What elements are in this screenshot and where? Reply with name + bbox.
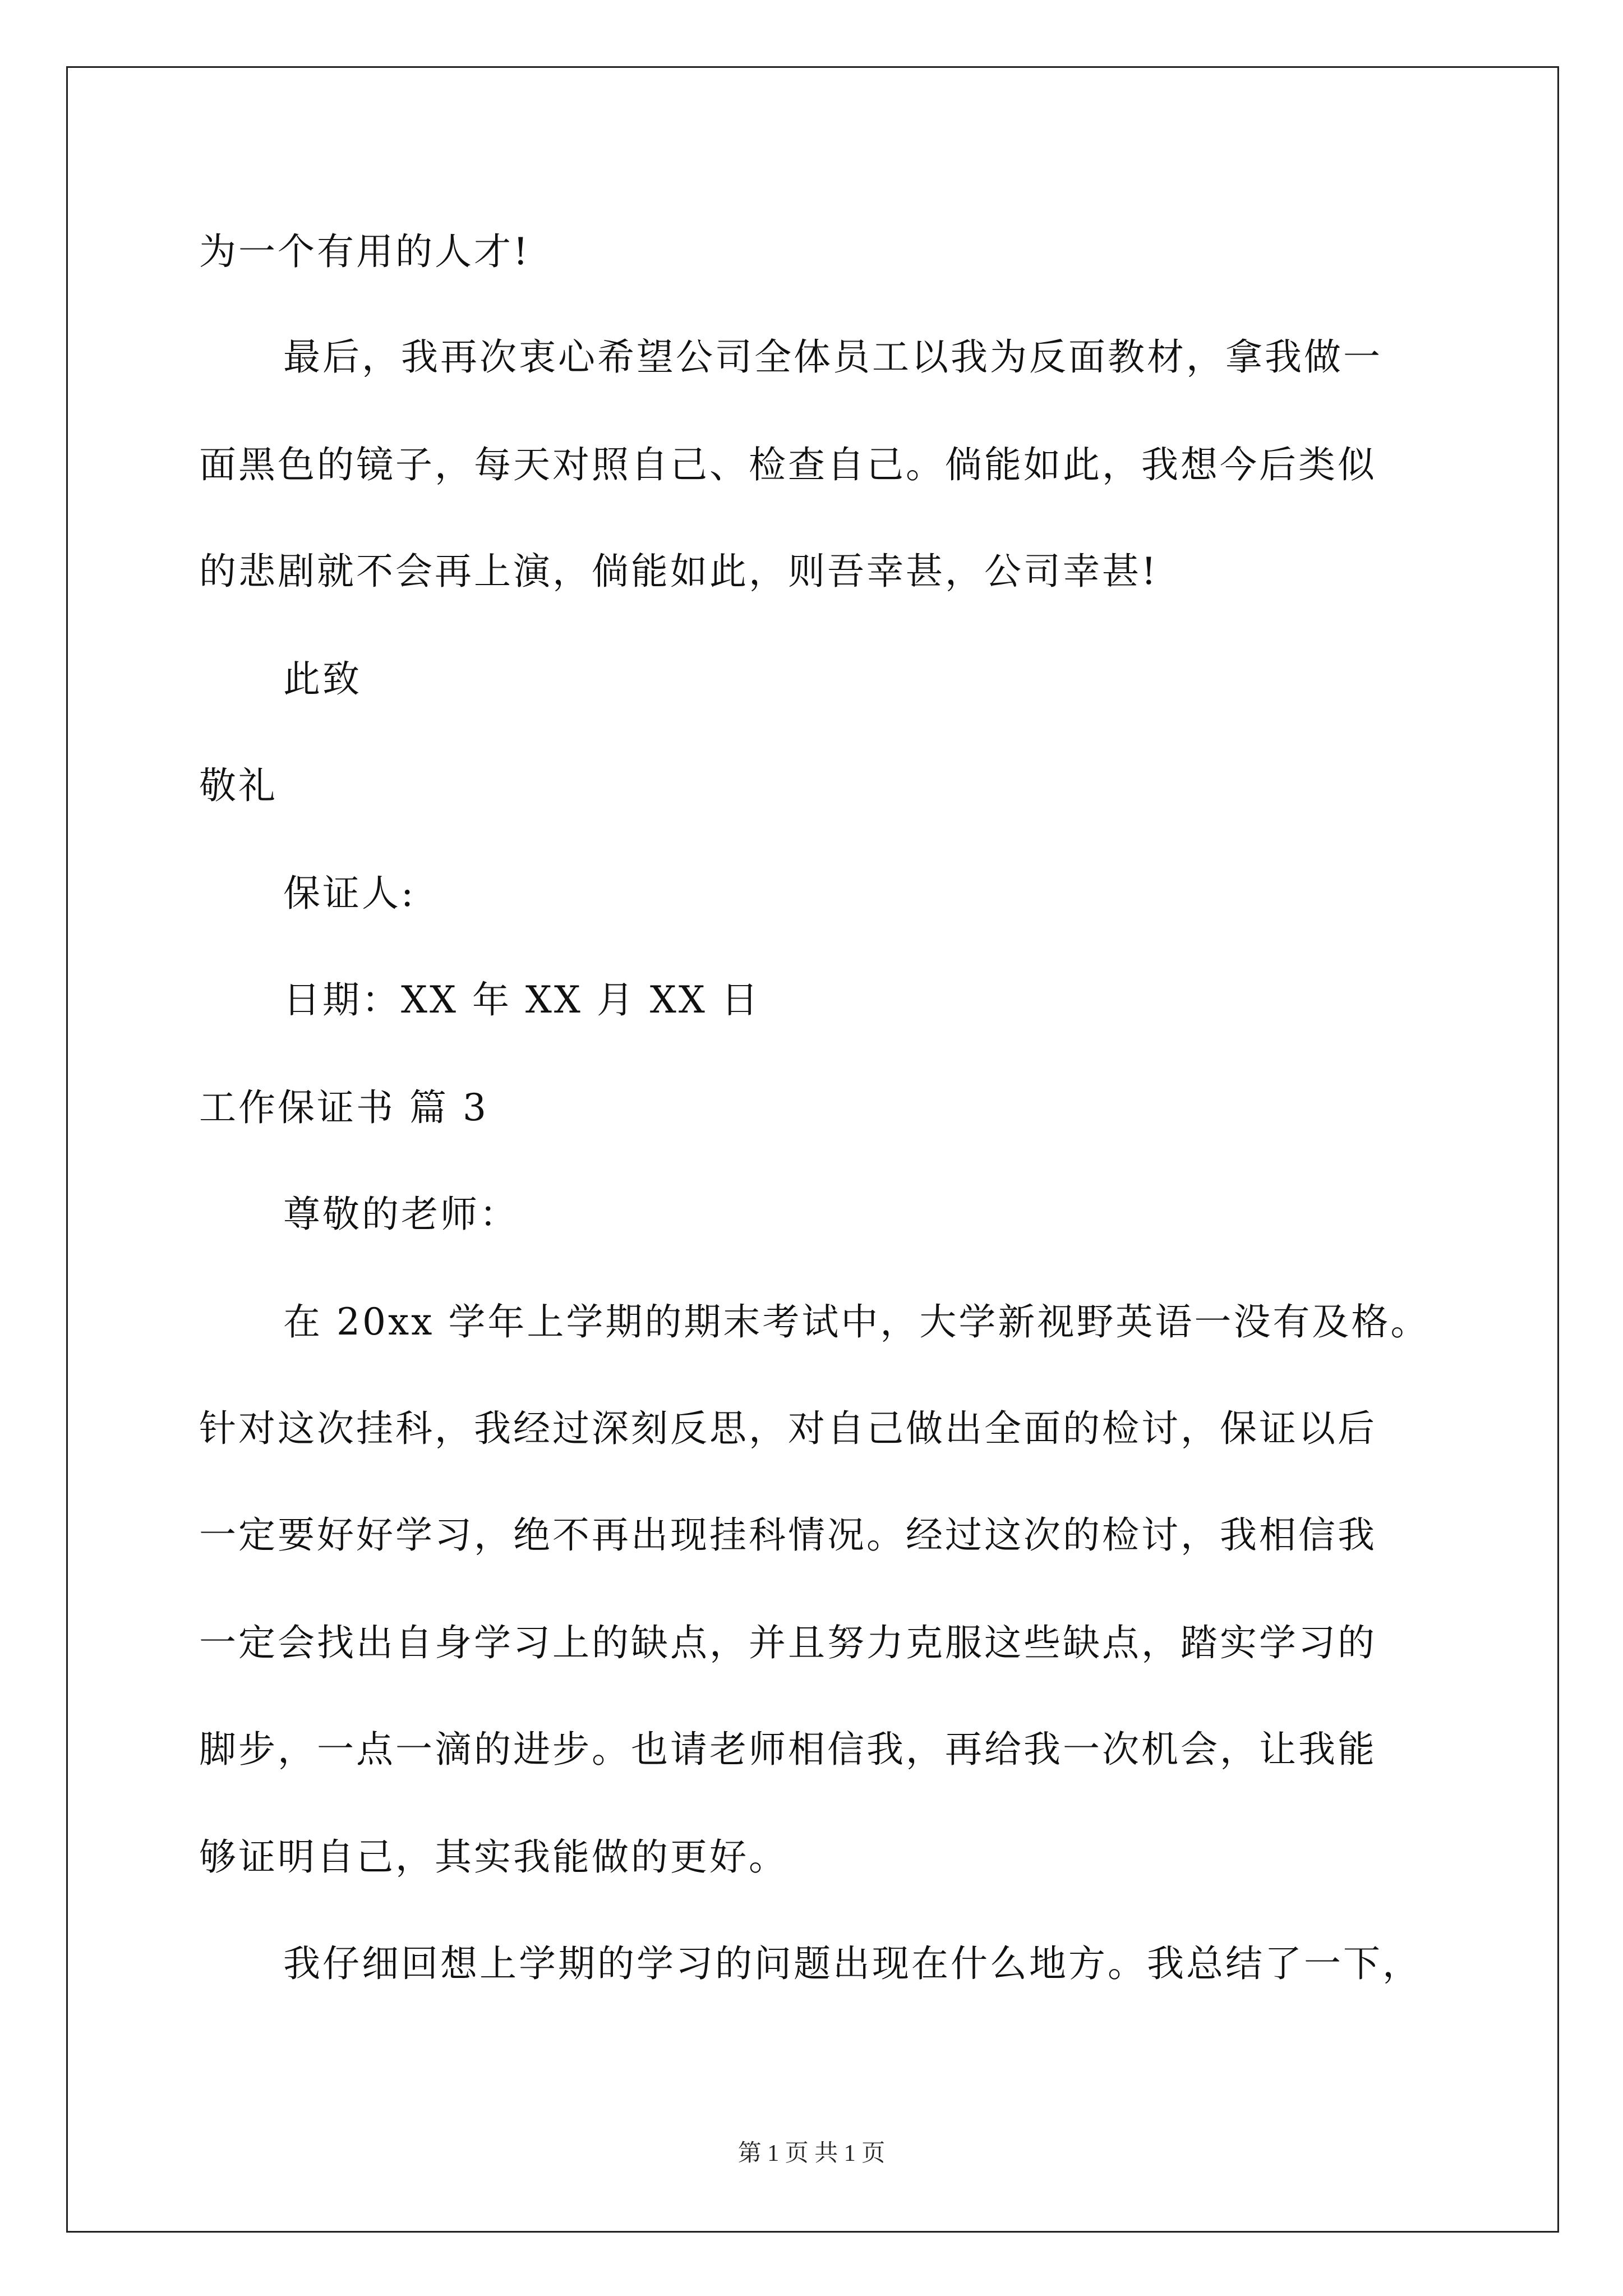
text-line: 够证明自己，其实我能做的更好。 (199, 1835, 788, 1879)
salutation-text: 此致 (283, 657, 362, 701)
greeting-text: 尊敬的老师： (283, 1193, 519, 1236)
text-line: 一定会找出自身学习上的缺点，并且努力克服这些缺点，踏实学习的 (199, 1621, 1377, 1664)
text-line: 最后，我再次衷心希望公司全体员工以我为反面教材，拿我做一 (283, 335, 1382, 379)
text-line: 脚步，一点一滴的进步。也请老师相信我，再给我一次机会，让我能 (199, 1728, 1377, 1771)
text-line: 我仔细回想上学期的学习的问题出现在什么地方。我总结了一下， (283, 1942, 1422, 1985)
text-line: 在 20xx 学年上学期的期末考试中，大学新视野英语一没有及格。 (283, 1300, 1430, 1343)
text-line: 为一个有用的人才! (199, 230, 531, 273)
closing-text: 敬礼 (199, 764, 278, 807)
guarantor-label: 保证人: (283, 872, 416, 915)
text-line: 的悲剧就不会再上演，倘能如此，则吾幸甚，公司幸甚! (199, 550, 1159, 593)
section-heading: 工作保证书 篇 3 (199, 1086, 488, 1129)
page-border (66, 66, 1559, 2233)
page-number: 第 1 页 共 1 页 (737, 2141, 886, 2166)
date-line: 日期：XX 年 XX 月 XX 日 (283, 978, 760, 1022)
text-line: 针对这次挂科，我经过深刻反思，对自己做出全面的检讨，保证以后 (199, 1407, 1377, 1450)
text-line: 面黑色的镜子，每天对照自己、检查自己。倘能如此，我想今后类似 (199, 443, 1377, 486)
text-line: 一定要好好学习，绝不再出现挂科情况。经过这次的检讨，我相信我 (199, 1513, 1377, 1557)
